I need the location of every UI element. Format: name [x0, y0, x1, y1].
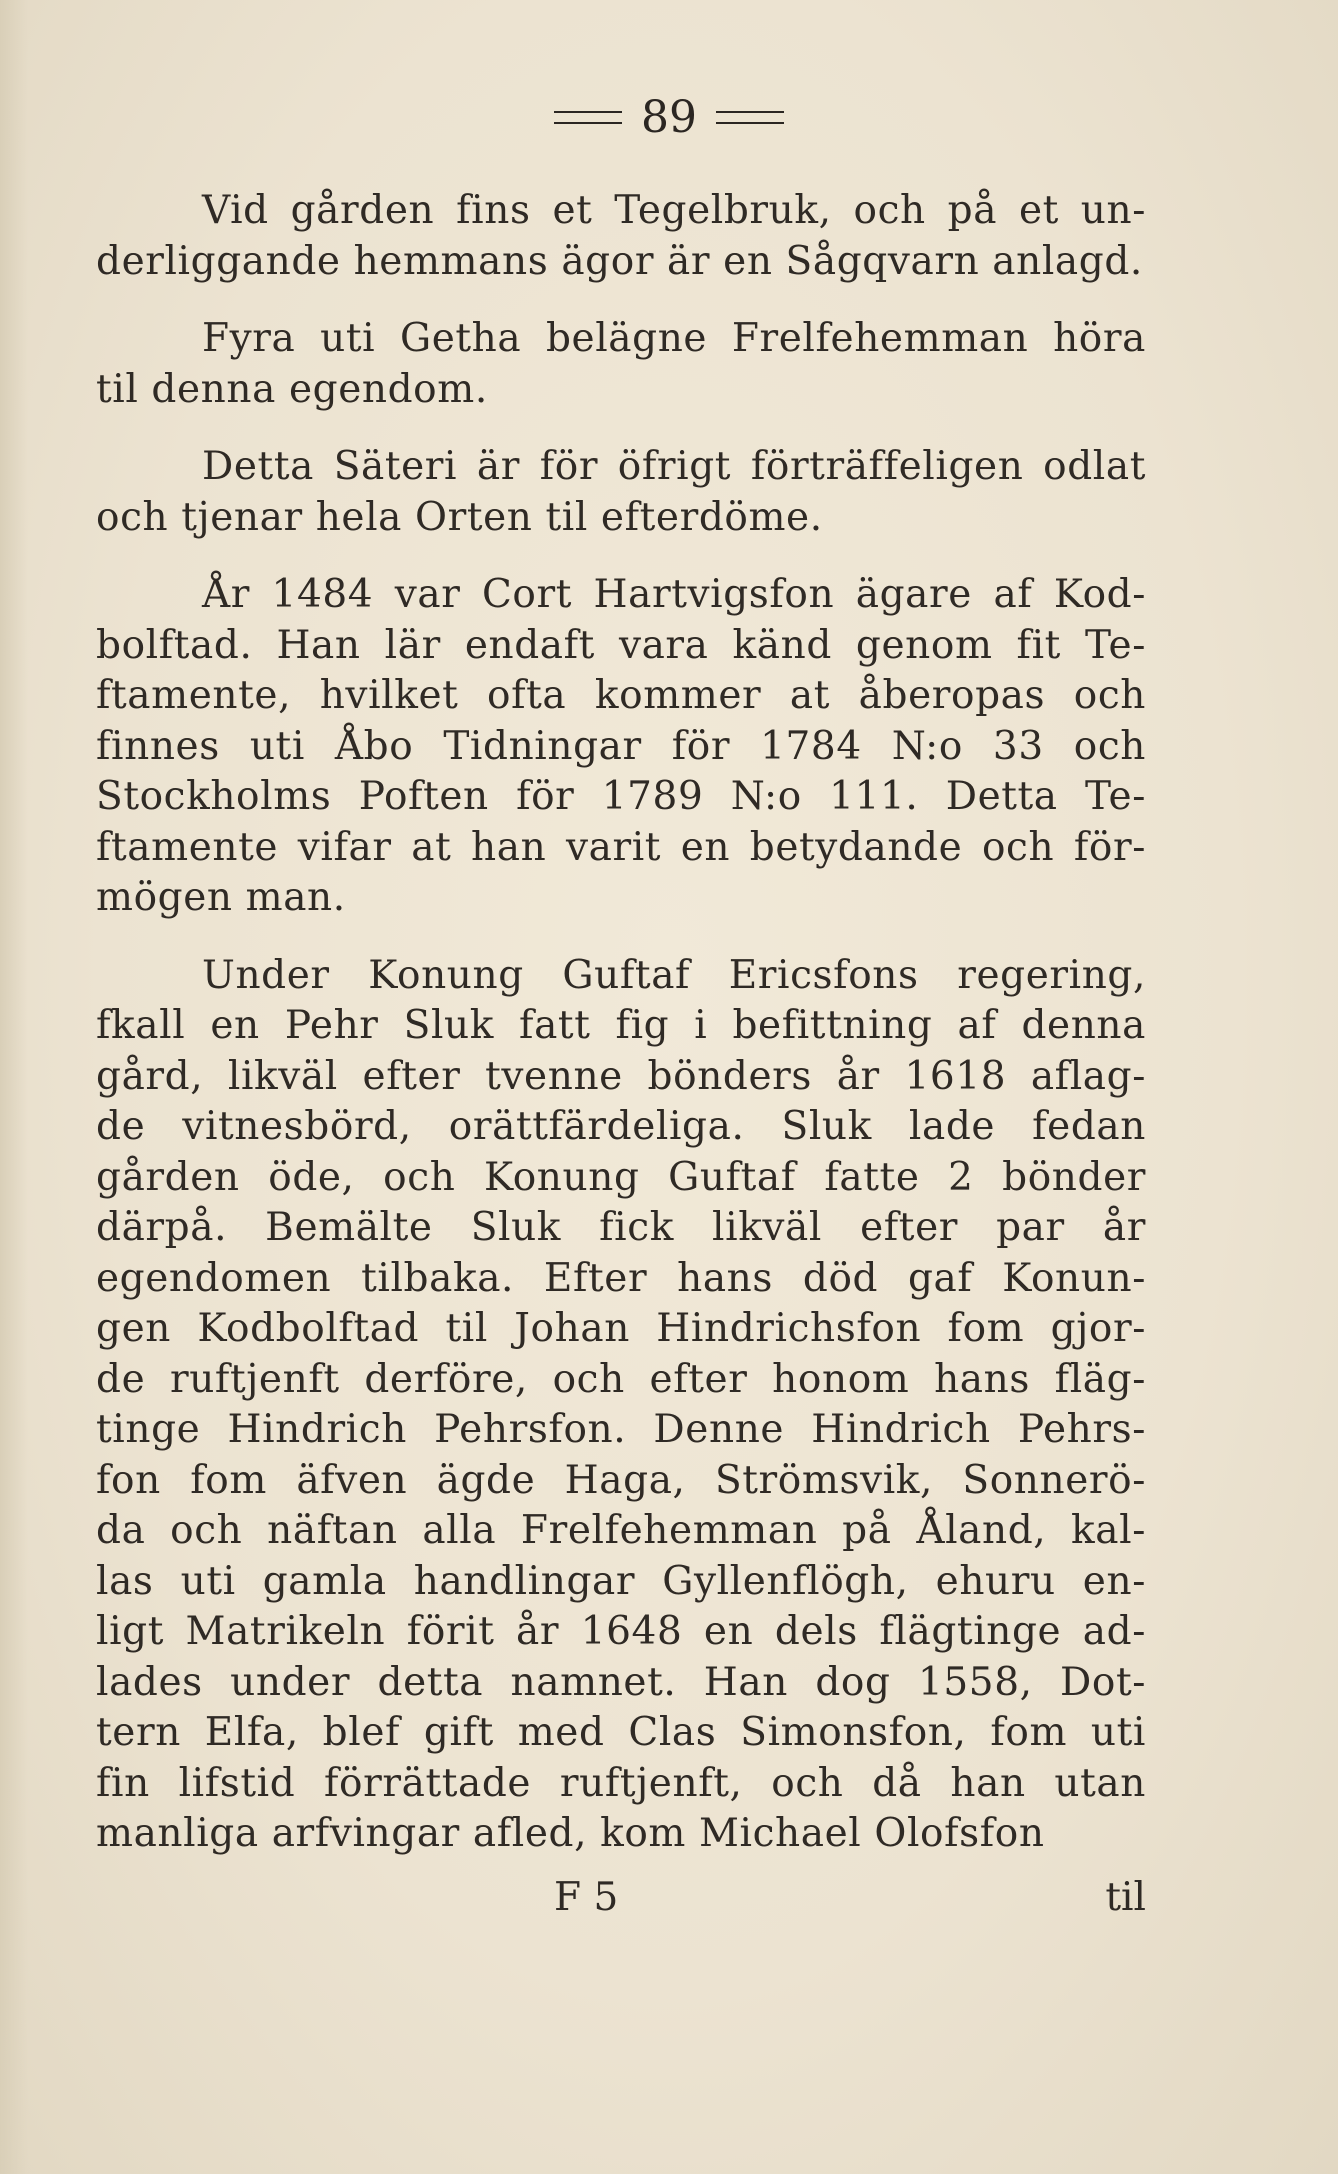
text-line: de ruftjenft derföre, och efter honom hans fläg-	[96, 1356, 1146, 1402]
paragraph-gap	[96, 924, 1146, 951]
page-footer	[96, 1875, 1146, 1927]
text-line: derliggande hemmans ägor är en Sågqvarn anlagd.	[96, 238, 1143, 284]
text-line: Stockholms Poften för 1789 N:o 111. Detta Te-	[96, 774, 1146, 819]
paragraph-gap	[96, 543, 1146, 570]
text-line: gård, likväl efter tvenne bönders år 1618 aflag-	[96, 1053, 1146, 1099]
text-line: Detta Säteri är för öfrigt förträffeligen odlat	[202, 444, 1146, 489]
text-line: til denna egendom.	[96, 366, 488, 412]
paragraph-gap	[96, 287, 1146, 314]
text-line: ftamente, hvilket ofta kommer at åberopas och	[96, 673, 1146, 718]
text-line: mögen man.	[96, 875, 346, 920]
paragraph	[96, 314, 1146, 415]
text-line: gen Kodbolftad til Johan Hindrichsfon fom gjor-	[96, 1306, 1146, 1351]
paragraph	[96, 570, 1146, 924]
text-line: Vid gården fins et Tegelbruk, och på et un-	[202, 188, 1146, 233]
paragraph-gap	[96, 415, 1146, 442]
text-line: las uti gamla handlingar Gyllenflögh, ehuru en-	[96, 1558, 1146, 1604]
text-line: finnes uti Åbo Tidningar för 1784 N:o 33 och	[96, 723, 1146, 769]
text-line: da och näftan alla Frelfehemman på Åland, kal-	[96, 1508, 1146, 1553]
text-line: gården öde, och Konung Guftaf fatte 2 bönder	[96, 1154, 1146, 1200]
printer-signature-mark: F 5	[554, 1875, 619, 1920]
text-line: manliga arfvingar afled, kom Michael Olofsfon	[96, 1811, 1045, 1856]
paragraph	[96, 186, 1146, 287]
text-line: fkall en Pehr Sluk fatt fig i befittning af denna	[96, 1003, 1146, 1048]
text-line: fin lifstid förrättade ruftjenft, och då han utan	[96, 1760, 1146, 1806]
header-rule-right	[716, 111, 784, 124]
catchword: til	[1105, 1875, 1146, 1920]
text-line: tern Elfa, blef gift med Clas Simonsfon, fom uti	[96, 1710, 1146, 1755]
text-line: bolftad. Han lär endaft vara känd genom fit Te-	[96, 622, 1146, 668]
text-line: och tjenar hela Orten til efterdöme.	[96, 494, 823, 540]
text-line: Under Konung Guftaf Ericsfons regering,	[202, 952, 1146, 998]
text-line: lades under detta namnet. Han dog 1558, Dot-	[96, 1659, 1146, 1705]
text-line: ftamente vifar at han varit en betydande och för-	[96, 824, 1146, 870]
text-line: fon fom äfven ägde Haga, Strömsvik, Sonnerö-	[96, 1457, 1146, 1503]
text-line: de vitnesbörd, orättfärdeliga. Sluk lade fedan	[96, 1104, 1146, 1149]
paragraph	[96, 951, 1146, 1860]
text-line: tinge Hindrich Pehrsfon. Denne Hindrich Pehrs-	[96, 1407, 1146, 1452]
page-header	[0, 92, 1338, 143]
body-text	[96, 186, 1146, 1860]
text-line: Fyra uti Getha belägne Frelfehemman höra	[202, 316, 1146, 361]
text-line: egendomen tilbaka. Efter hans död gaf Konun-	[96, 1255, 1146, 1301]
paragraph	[96, 442, 1146, 543]
text-line: därpå. Bemälte Sluk fick likväl efter par år	[96, 1205, 1146, 1250]
header-rule-left	[554, 111, 622, 124]
page-number: 89	[641, 92, 697, 143]
text-line: År 1484 var Cort Hartvigsfon ägare af Kod-	[202, 572, 1146, 617]
text-line: ligt Matrikeln förit år 1648 en dels flägtinge ad-	[96, 1609, 1146, 1654]
page-edge-shadow	[0, 0, 28, 2174]
